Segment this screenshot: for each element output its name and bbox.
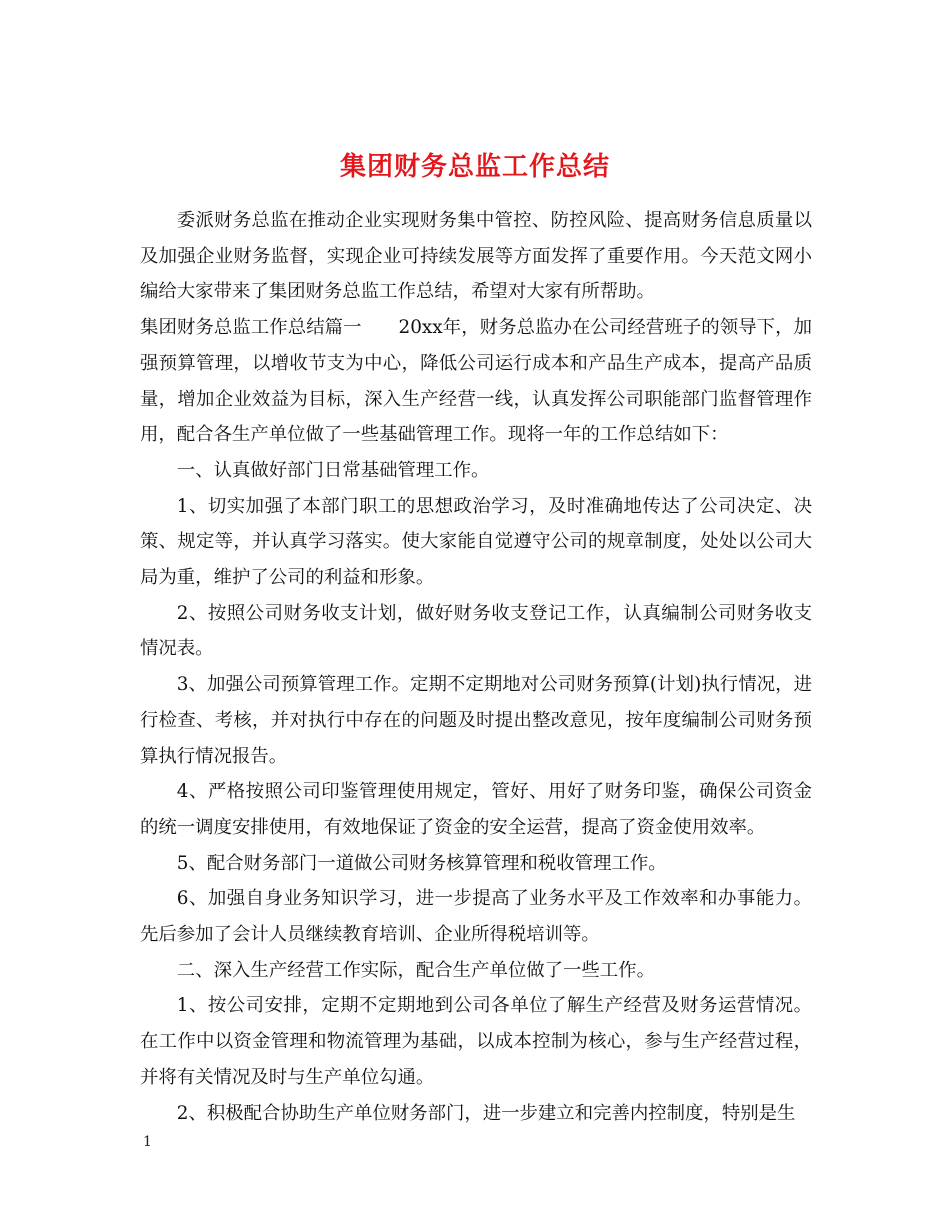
section-heading-two: 二、深入生产经营工作实际，配合生产单位做了一些工作。	[176, 959, 655, 981]
section-one-item-6: 6、加强自身业务知识学习，进一步提高了业务水平及工作效率和办事能力。先后参加了会计人员继续教育培训、企业所得税培训等。	[140, 888, 812, 946]
section-two-item-2: 2、积极配合协助生产单位财务部门，进一步建立和完善内控制度，特别是生	[176, 1102, 796, 1124]
document-title: 集团财务总监工作总结	[339, 152, 610, 183]
intro-paragraph: 委派财务总监在推动企业实现财务集中管控、防控风险、提高财务信息质量以及加强企业财务监督，实现企业可持续发展等方面发挥了重要作用。今天范文网小编给大家带来了集团财务总监工作总结，希望对大家有所帮助。	[140, 210, 812, 303]
section-one-item-2: 2、按照公司财务收支计划，做好财务收支登记工作，认真编制公司财务收支情况表。	[140, 602, 812, 660]
section-heading-one: 一、认真做好部门日常基础管理工作。	[176, 459, 490, 481]
section-one-item-4: 4、严格按照公司印鉴管理使用规定，管好、用好了财务印鉴，确保公司资金的统一调度安排使用，有效地保证了资金的安全运营，提高了资金使用效率。	[140, 781, 812, 838]
section-one-item-3: 3、加强公司预算管理工作。定期不定期地对公司财务预算(计划)执行情况，进行检查、考核，并对执行中存在的问题及时提出整改意见，按年度编制公司财务预算执行情况报告。	[140, 674, 812, 767]
section-one-item-1: 1、切实加强了本部门职工的思想政治学习，及时准确地传达了公司决定、决策、规定等，并认真学习落实。使大家能自觉遵守公司的规章制度，处处以公司大局为重，维护了公司的利益和形象。	[140, 495, 812, 589]
document-body	[140, 203, 812, 1131]
page-number: 1	[143, 1134, 152, 1150]
article-opening-paragraph: 集团财务总监工作总结篇一 20xx年，财务总监办在公司经营班子的领导下，加强预算管理，以增收节支为中心，降低公司运行成本和产品生产成本，提高产品质量，增加企业效益为目标，深入生产经营一线，认真发挥公司职能部门监督管理作用，配合各生产单位做了一些基础管理工作。现将一年的工作总结如下：	[140, 317, 812, 446]
section-one-item-5: 5、配合财务部门一道做公司财务核算管理和税收管理工作。	[176, 852, 667, 874]
section-two-item-1: 1、按公司安排，定期不定期地到公司各单位了解生产经营及财务运营情况。在工作中以资金管理和物流管理为基础，以成本控制为核心，参与生产经营过程，并将有关情况及时与生产单位勾通。	[140, 995, 812, 1088]
